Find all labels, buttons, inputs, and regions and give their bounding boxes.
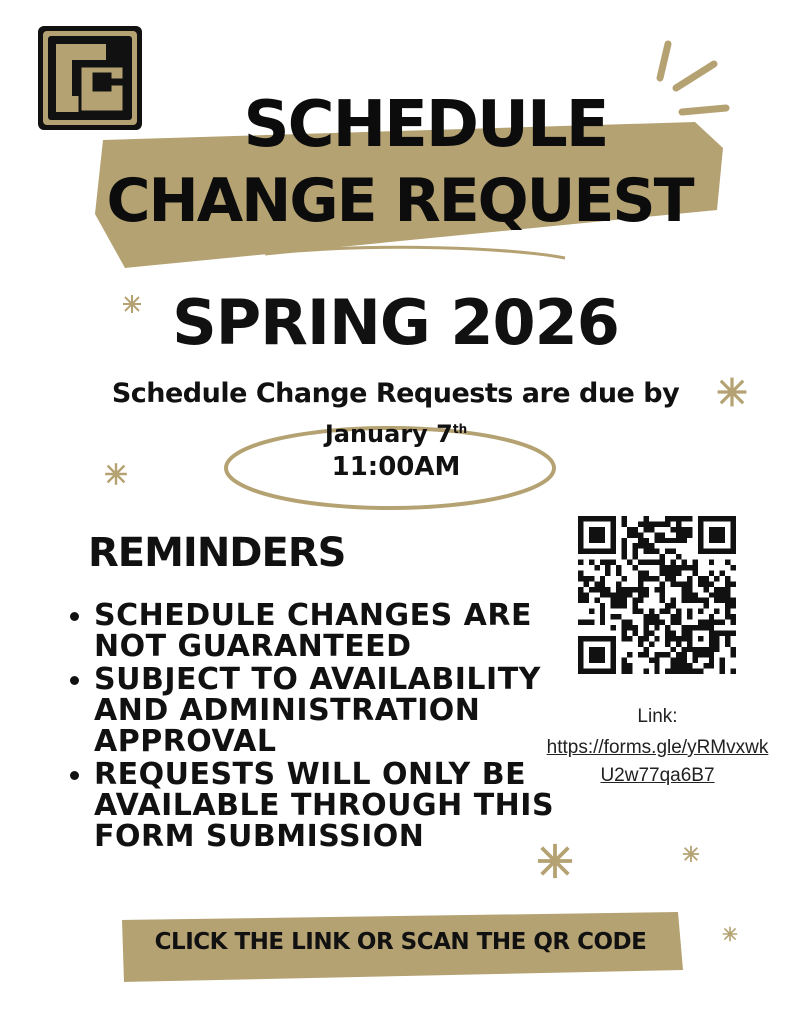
deadline-date: January 7th [324,420,468,448]
cta-text: CLICK THE LINK OR SCAN THE QR CODE [154,929,647,955]
sparkle-icon [122,294,142,314]
sparkle-icon [716,376,748,408]
qr-code-icon[interactable] [578,516,736,674]
title-line-1: SCHEDULE [243,88,608,162]
sparkle-icon [682,845,700,863]
bullet-icon [70,612,79,621]
term-heading: SPRING 2026 [172,286,619,359]
reminders-list [66,600,566,854]
reminder-item: REQUESTS WILL ONLY BE AVAILABLE THROUGH THIS FORM SUBMISSION [66,759,566,852]
reminder-item: SCHEDULE CHANGES ARE NOT GUARANTEED [66,600,566,662]
reminder-item: SUBJECT TO AVAILABILITY AND ADMINISTRATION APPROVAL [66,664,566,757]
form-link[interactable]: https://forms.gle/yRMvxwkU2w77qa6B7 [546,737,769,786]
sparkle-icon [104,462,128,486]
title-line-2: CHANGE REQUEST [106,166,693,236]
bullet-icon [70,771,79,780]
sparkle-icon [536,842,574,880]
deadline-intro: Schedule Change Requests are due by [111,378,680,409]
sparkle-icon [722,926,738,942]
deadline-time: 11:00AM [331,452,461,482]
bullet-icon [70,676,79,685]
link-label: Link: [637,706,678,727]
reminders-heading: REMINDERS [88,530,346,576]
